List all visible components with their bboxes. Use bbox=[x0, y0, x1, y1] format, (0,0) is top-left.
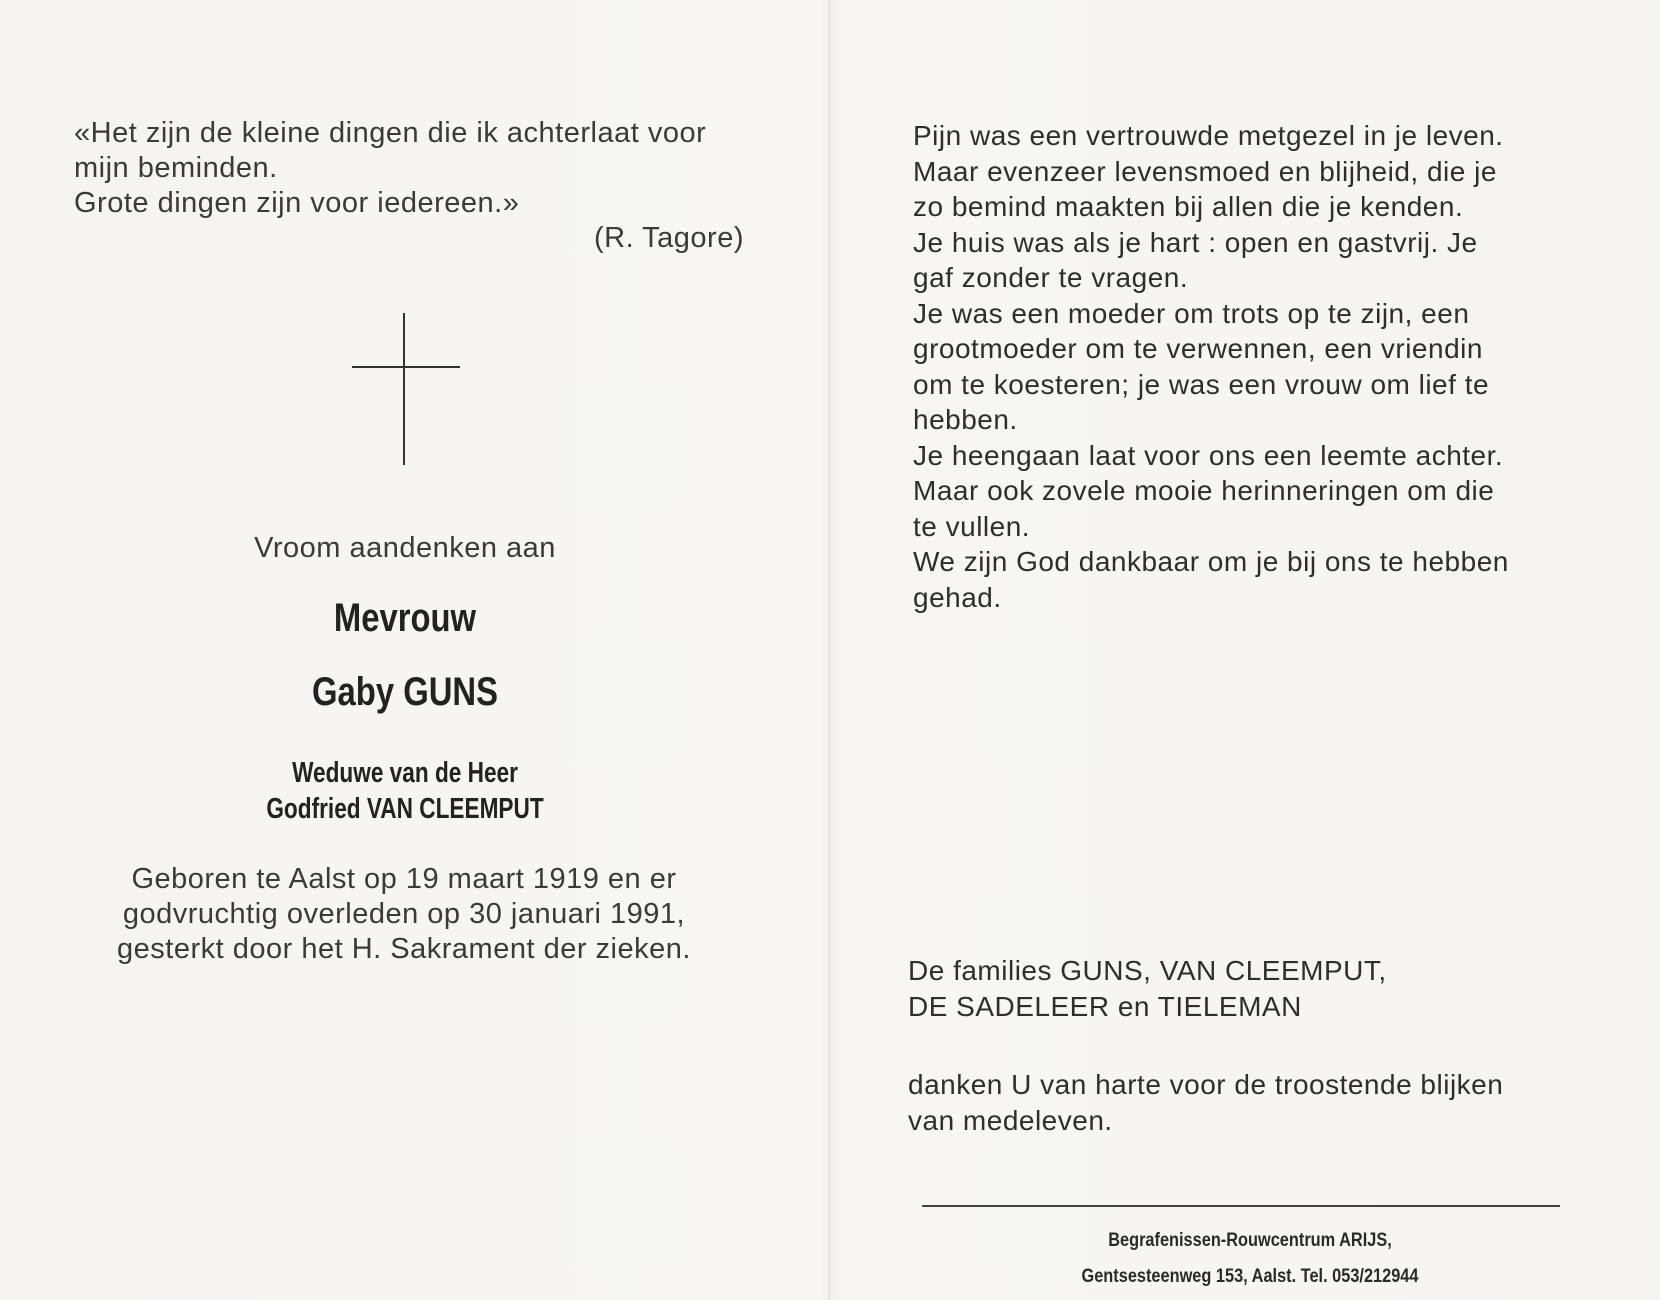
families-names bbox=[908, 953, 1588, 1025]
widow-of bbox=[167, 755, 643, 827]
thanks-line: danken U van harte voor de troostende blijken bbox=[908, 1069, 1504, 1100]
families-line: DE SADELEER en TIELEMAN bbox=[908, 991, 1302, 1022]
poem-line: hebben. bbox=[913, 404, 1018, 435]
poem-line: Pijn was een vertrouwde metgezel in je leven. bbox=[913, 120, 1504, 151]
birth-line: godvruchtig overleden op 30 januari 1991, bbox=[122, 898, 686, 930]
poem-line: grootmoeder om te verwennen, een vriendin bbox=[913, 333, 1483, 364]
cross-vertical-bar bbox=[403, 313, 405, 465]
birth-line: Geboren te Aalst op 19 maart 1919 en er bbox=[131, 863, 677, 895]
tagore-quote bbox=[74, 116, 754, 256]
poem-line: Maar ook zovele mooie herinneringen om die bbox=[913, 475, 1495, 506]
deceased-name: Gaby GUNS bbox=[312, 670, 498, 714]
memorial-intro: Vroom aandenken aan bbox=[254, 532, 556, 564]
quote-line: Grote dingen zijn voor iedereen.» bbox=[74, 187, 520, 219]
poem-line: Je was een moeder om trots op te zijn, een bbox=[913, 297, 1470, 329]
thanks-text bbox=[908, 1067, 1588, 1139]
families-line: De families GUNS, VAN CLEEMPUT, bbox=[908, 955, 1387, 986]
memorial-poem bbox=[913, 118, 1583, 615]
quote-author: (R. Tagore) bbox=[593, 222, 744, 254]
poem-line: gehad. bbox=[913, 581, 1002, 613]
poem-line: We zijn God dankbaar om je bij ons te hebben bbox=[913, 546, 1509, 577]
widow-line: Godfried VAN CLEEMPUT bbox=[266, 793, 544, 825]
undertaker-name: Begrafenissen-Rouwcentrum ARIJS, bbox=[1108, 1230, 1392, 1251]
poem-line: Je heengaan laat voor ons een leemte achter. bbox=[913, 439, 1504, 471]
poem-line: te vullen. bbox=[913, 510, 1031, 542]
poem-line: gaf zonder te vragen. bbox=[913, 262, 1189, 293]
deceased-title: Mevrouw bbox=[333, 596, 477, 640]
undertaker-info bbox=[1026, 1223, 1473, 1295]
latin-cross-icon bbox=[352, 313, 460, 465]
poem-line: zo bemind maakten bij allen die je kenden. bbox=[913, 191, 1464, 222]
quote-line: mijn beminden. bbox=[74, 152, 278, 184]
undertaker-address: Gentsesteenweg 153, Aalst. Tel. 053/212944 bbox=[1081, 1266, 1419, 1287]
poem-line: om te koesteren; je was een vrouw om lief te bbox=[913, 368, 1490, 400]
birth-line: gesterkt door het H. Sakrament der zieken. bbox=[117, 933, 691, 965]
widow-line: Weduwe van de Heer bbox=[292, 757, 518, 789]
poem-line: Maar evenzeer levensmoed en blijheid, die je bbox=[913, 155, 1497, 187]
fold-line bbox=[828, 0, 830, 1300]
divider bbox=[922, 1205, 1560, 1207]
cross-horizontal-bar bbox=[352, 366, 460, 368]
birth-death-info bbox=[74, 862, 734, 967]
quote-line: «Het zijn de kleine dingen die ik achterlaat voor bbox=[74, 117, 707, 149]
thanks-line: van medeleven. bbox=[908, 1105, 1113, 1136]
poem-line: Je huis was als je hart : open en gastvrij. Je bbox=[913, 226, 1478, 258]
